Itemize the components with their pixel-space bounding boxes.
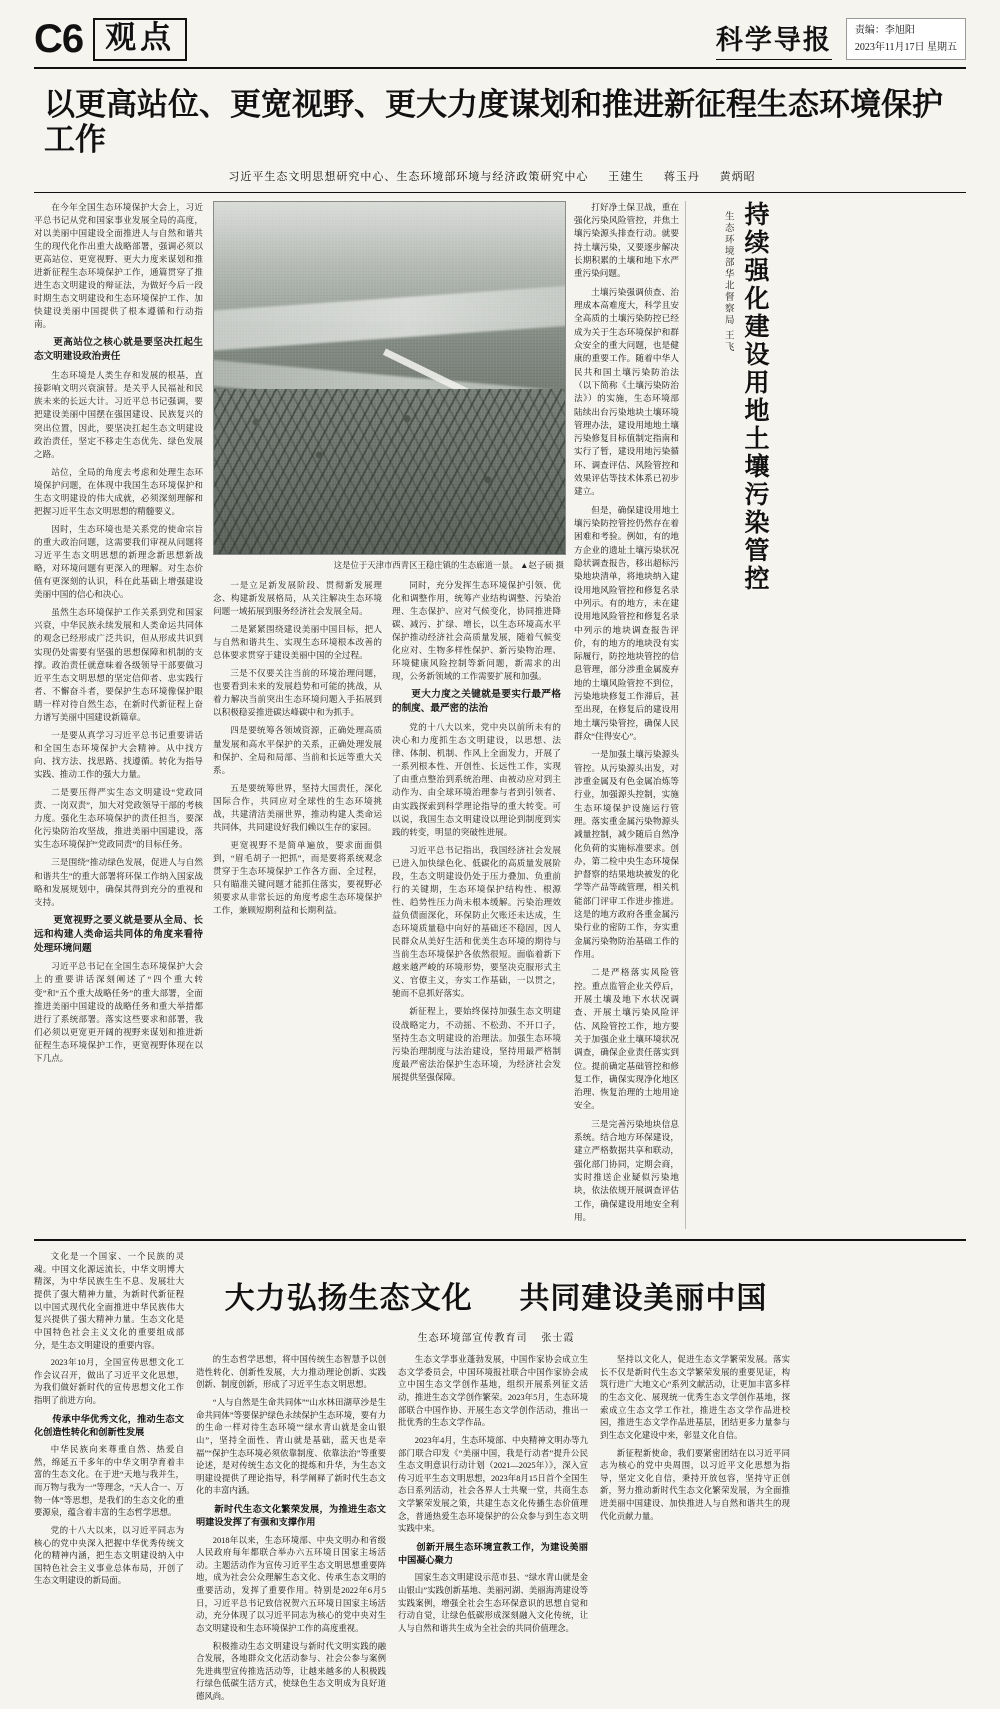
bottom-column-left bbox=[34, 1251, 184, 1708]
paragraph: 一是立足新发展阶段、贯彻新发展理念、构建新发展格局，从关注解决生态环境问题一域拓展到服务经济社会发展全局。 bbox=[213, 579, 382, 616]
page-folio: C6 bbox=[34, 17, 84, 62]
bottom-center bbox=[196, 1251, 796, 1708]
paragraph: 2023年4月，生态环境部、中央精神文明办等九部门联合印发《“美丽中国，我是行动者”提升公民生态文明意识行动计划（2021—2025年）》，深入宣传习近平生态文明思想，2023年8月15日首个全国生态日系列活动，社会各界人士共聚一堂，共商生态文学繁荣发展之策，共建生态文化传播生态价值理念，普通热爱生态环境保护的公众参与到生态文明实践中来。 bbox=[398, 1435, 588, 1534]
bottom-column-1 bbox=[196, 1354, 386, 1708]
paragraph: 四是要统筹各领域资源，正确处理高质量发展和高水平保护的关系，正确处理发展和保护、全局和局部、当前和长远等重大关系。 bbox=[213, 725, 382, 775]
photo-sub-columns bbox=[213, 579, 564, 1089]
paragraph: 二是紧紧围绕建设美丽中国目标，把人与自然和谐共生、实现生态环境根本改善的总体要求贯穿于建设美丽中国的全过程。 bbox=[213, 624, 382, 661]
paragraph: “人与自然是生命共同体”“山水林田湖草沙是生命共同体”等要保护绿色永续保护生态环境，要有力的生命一样对待生态环境”“绿水青山就是金山银山”，坚持全面性、青山就是基础，蓝天也是幸福”“保护生态环境必须依靠制度、依靠法治”等重要论述，是对传统生态文化的提炼和升华，为生态文明建设提供了理论指导，科学阐释了新时代生态文化的丰富内涵。 bbox=[196, 1398, 386, 1496]
paragraph: 更宽视野不是简单遍放，要求面面俱到，“眉毛胡子一把抓”，而是要将系统观念贯穿于生态环境保护工作各方面、全过程，只有瞄准关键问题才能抓住落实，要视野必须要求从非常长远的角度考虑生态环境保护工作，兼顾短期利益和长期利益。 bbox=[213, 839, 382, 916]
subheading: 更宽视野之要义就是要从全局、长远和构建人类命运共同体的角度来看待处理环境问题 bbox=[34, 914, 203, 954]
feature-byline-author: 王飞 bbox=[722, 330, 733, 354]
paragraph: 但是，确保建设用地土壤污染防控管控仍然存在着困难和考验。例如，有的地方企业的遗址土壤污染状况隐状调查报告，移出超标污染地块清单，将地块纳入建设用地风险管控和修复名录中列示。有的地方，未在建设用地风险管控和修复名录中列示的地块调查报告评价，有的地方的地块没有实际履行，防控地块管控的信息管理，部分涉重金属废弃地的土壤风险管控不到位，污染地块修复工作滞后，甚至出现，在修复后的建设用地土壤污染管控，确保人民群众“住得安心”。 bbox=[574, 504, 679, 742]
paragraph: 三是完善污染地块信息系统。结合地方环保建设，建立严格数据共享和联动，强化部门协同，定期会商，实时推送企业疑似污染地块，依法依规开展调查评估工作，确保建设用地安全利用。 bbox=[574, 1118, 679, 1222]
paragraph: 在今年全国生态环境保护大会上，习近平总书记从党和国家事业发展全局的高度，对以美丽中国建设全面推进人与自然和谐共生的现代化作出重大战略部署，强调必须以更高站位、更宽视野、更大力度来谋划和推进新征程生态环境保护工作，通篇贯穿了推进生态文明建设的辩证法，为做好今后一段时期生态文明建设和生态环境保护工作、加快建设美丽中国提供了根本遵循和行动指南。 bbox=[34, 201, 203, 330]
masthead-left bbox=[34, 18, 187, 61]
paragraph: 二是严格落实风险管控。重点监管企业关停后，开展土壤及地下水状况调查、开展土壤污染风险评估、风险管控工作，地方要关于加强企业土壤环境状况调查，确保企业责任落实到位。提前确定基础管控和修复工作，确保实现净化地区治理、恢复治理的土地用途安全。 bbox=[574, 967, 679, 1111]
paragraph: 2023年10月，全国宣传思想文化工作会议召开，做出了习近平文化思想，为我们做好新时代的宣传思想文化工作指明了前进方向。 bbox=[34, 1358, 184, 1405]
paragraph: 因时，生态环境也是关系党的使命宗旨的重大政治问题，这需要我们审视从问题将习近平生态文明思想的新理念新思想新战略，对环境问题有更深入的理解。对生态价值有更深刻的认识，科在此基础上增强建设美丽中国的信心和决心。 bbox=[34, 523, 203, 600]
bottom-column-2 bbox=[398, 1354, 588, 1708]
aerial-photo bbox=[213, 201, 566, 555]
paragraph: 新征程上，要始终保持加强生态文明建设战略定力，不动摇、不松劲、不开口子，坚持生态文明建设的治理法。加强生态环境污染治理制度与法治建设，坚持用最严格制度最严密法治保护生态环境，为经济社会发展提供坚强保障。 bbox=[392, 1006, 561, 1082]
paper-title: 科学导报 bbox=[716, 18, 832, 60]
paragraph: 打好净土保卫战，重在强化污染风险管控，并焦土壤污染源头排查行动。就要持土壤污染，又要逐步解决长期积累的土壤和地下水严重污染问题。 bbox=[574, 201, 679, 279]
byline-author-1: 王建生 bbox=[608, 170, 645, 183]
paragraph: 积极推动生态文明建设与新时代文明实践的融合发展，各地群众文化活动参与、社会公参与案例先进典型宣传推选活动等，让越来越多的人积极践行绿色低碳生活方式，使绿色生态文明成为良好道德风尚。 bbox=[196, 1641, 386, 1701]
subheading: 新时代生态文化繁荣发展，为推进生态文明建设发挥了有强和支撑作用 bbox=[196, 1503, 386, 1528]
bottom-title bbox=[196, 1273, 796, 1317]
paragraph: 党的十八大以来，以习近平同志为核心的党中央深入把握中华优秀传统文化的精神内涵，把生态文明建设纳入中国特色社会主义事业总体布局，开创了生态文明建设的新局面。 bbox=[34, 1525, 184, 1586]
paragraph: 生态环境是人类生存和发展的根基，直接影响文明兴衰演替。是关乎人民福祉和民族未来的长远大计。习近平总书记强调，要把建设美丽中国摆在强国建设、民族复兴的突出位置，因此，要坚决扛起生态文明建设政治责任，坚定不移走生态优先、绿色发展之路。 bbox=[34, 370, 203, 459]
paragraph: 一是要从真学习习近平总书记重要讲话和全国生态环境保护大会精神。从中找方向、找方法、找思路、找遵循。转化为指导实践、推动工作的强大力量。 bbox=[34, 729, 203, 780]
photo-grain bbox=[214, 202, 565, 554]
subheading: 更高站位之核心就是要坚决扛起生态文明建设政治责任 bbox=[34, 337, 203, 363]
byline-org: 习近平生态文明思想研究中心、生态环境部环境与经济政策研究中心 bbox=[228, 170, 589, 183]
masthead bbox=[34, 18, 966, 69]
lead-byline bbox=[34, 168, 966, 184]
byline-author-3: 黄炳昭 bbox=[719, 170, 756, 183]
masthead-right bbox=[716, 18, 966, 60]
lead-column-1 bbox=[34, 201, 203, 1229]
lead-column-2 bbox=[213, 579, 382, 1089]
headline-divider bbox=[34, 192, 966, 193]
bottom-title-right: 共同建设美丽中国 bbox=[519, 1282, 768, 1316]
feature-byline bbox=[717, 211, 737, 353]
bottom-column-3 bbox=[600, 1354, 790, 1708]
paragraph: 国家生态文明建设示范市县、“绿水青山就是金山银山”实践创新基地、美丽河湖、美丽海湾建设等实践案例，增强全社会生态环保意识的思想自觉和行动自觉，让绿色低碳形成深刻融入文化传统，让人与自然和谐共生成为全社会的共同价值理念。 bbox=[398, 1573, 588, 1633]
bottom-byline bbox=[196, 1329, 796, 1344]
paragraph: 二是要压得严实生态文明建设“党政同责、一岗双责”，加大对党政领导干部的考核力度。强化生态环境保护的责任担当，要深化污染防治攻坚战，推进美丽中国建设，落实生态环境保护“党政同责”的目标任务。 bbox=[34, 787, 203, 850]
feature-text bbox=[574, 201, 679, 1229]
subheading: 传承中华优秀文化，推动生态文化创造性转化和创新性发展 bbox=[34, 1413, 184, 1437]
paragraph: 虽然生态环境保护工作关系到党和国家兴衰，中华民族永续发展和人类命运共同体的观念已经形成广泛共识，但从形成共识到实现仍处需要有坚强的思想保障和机制的支撑。政治责任就意味着各级领导干部要做习近平生态文明思想的坚定信仰者、忠实践行者、不懈奋斗者，要保护生态环境像保护眼睛一样对待自然生态，在新时代新征程上奋力谱写美丽中国建设新篇章。 bbox=[34, 607, 203, 722]
section-divider bbox=[34, 1239, 966, 1241]
paragraph: 五是要统筹世界，坚持大国责任，深化国际合作，共同应对全球性的生态环境挑战，共建清洁美丽世界，推动构建人类命运共同体，共同建设好我们赖以生存的家园。 bbox=[213, 782, 382, 832]
feature-title: 持续强化建设用地土壤污染管控 bbox=[741, 200, 769, 593]
feature-byline-org: 生态环境部华北督察局 bbox=[722, 210, 733, 326]
vertical-feature bbox=[574, 201, 770, 1229]
paragraph: 习近平总书记指出，我国经济社会发展已进入加快绿色化、低碳化的高质量发展阶段，生态文明建设仍处于压力叠加、负重前行的关键期，生态环境保护结构性、根源性、趋势性压力尚未根本缓解。污染治理效益负债面深化，环保防止欠账还未达成，生态环境质量稳中向好的基础还不稳固，因人民群众从美好生活和优美生态环境的期待与当前生态环境保护各依然很短。面临着新下越来越严峻的环境形势，要坚决克服形式主义、官僚主义，夯实工作基础，一以贯之，驰而不息抓好落实。 bbox=[392, 844, 561, 999]
feature-title-box bbox=[685, 201, 770, 1229]
paragraph: 三是不仅要关注当前的环境治理问题，也要看到未来的发展趋势和可能的挑战，从着力解决当前突出生态环境问题入手拓展到以积极稳妥推进碳达峰碳中和为抓手。 bbox=[213, 668, 382, 718]
paragraph: 三是围绕“推动绿色发展，促进人与自然和谐共生”的重大部署将环保工作纳入国家战略和发展规划中，确保其得到充分的重视和支持。 bbox=[34, 857, 203, 907]
paragraph: 文化是一个国家、一个民族的灵魂。中国文化源远流长，中华文明博大精深，为中华民族生生不息、发展壮大提供了强大精神力量，为新时代新征程以中国式现代化全面推进中华民族伟大复兴提供了强大精神力量。生态文化是中国特色社会主义文化的重要组成部分，是生态文明建设的重要内容。 bbox=[34, 1252, 184, 1350]
paragraph: 坚持以文化人，促进生态文学繁荣发展。落实长不仅是新时代生态文学繁荣发展的重要见证，构筑行进广大地文心“系列文献活动，让更加丰富多样的生态文化、展现统一优秀生态文学创作基地，探索成立生态文学工作社，推进生态文学作品进校园，推进生态文学作品进基层，团结更多力量参与到生态文化建设中来，彰显文化自信。 bbox=[600, 1355, 790, 1440]
byline-author-2: 蒋玉丹 bbox=[663, 170, 700, 183]
paragraph: 党的十八大以来，党中央以前所未有的决心和力度抓生态文明建设，以思想、法律、体制、机制、作风上全面发力，开展了一系列根本性、开创性、长远性工作，实现了由重点整治到系统治理、由被动应对到主动作为、由全球环境治理参与者到引领者、由实践探索到科学理论指导的重大转变。可以说，我国生态文明建设以理论到制度到实践的转变，明显的突破性进展。 bbox=[392, 722, 561, 837]
bottom-byline-author: 张士霞 bbox=[541, 1333, 575, 1345]
paragraph: 中华民族向来尊重自然、热爱自然，绵延五千多年的中华文明孕育着丰富的生态文化。在于进“天地与我并生，而万物与我为一”等理念，“天人合一、万物一体”等思想，是我们的生态文化的重要源泉，蕴含着丰富的生态哲学思想。 bbox=[34, 1445, 184, 1518]
paragraph: 土壤污染强调侦查、治理成本高难度大，科学且安全高质的土壤污染防控已经成为关于生态环境保护和群众安全的重大问题，也是健康的重要工作。随着中华人民共和国土壤污染防治法（以下简称《土壤污染防治法》）的实施，生态环境部陆续出台污染地块土壤环境管理办法，建设用地地土壤污染修复目标值制定指南和实行了暂，建设用地污染循环、调查评估、风险管控和效果评估等技术体系已初步建立。 bbox=[574, 286, 679, 497]
bottom-article bbox=[34, 1251, 966, 1708]
paragraph: 站位，全局的角度去考虑和处理生态环境保护问题，在体现中我国生态环境保护和生态文明建设的伟大成就，必须深刻理解和把握习近平生态文明思想的精髓要义。 bbox=[34, 466, 203, 516]
paragraph: 新征程新使命，我们要紧密团结在以习近平同志为核心的党中央周围，以习近平文化思想为指导，坚定文化自信，秉持开放包容，坚持守正创新，努力推动新时代生态文化繁荣发展，为全面推进美丽中国建设、加快推进人与自然和谐共生的现代化贡献力量。 bbox=[600, 1448, 790, 1521]
bottom-title-left: 大力弘扬生态文化 bbox=[224, 1282, 473, 1316]
photo-block bbox=[213, 201, 564, 1229]
paragraph: 习近平总书记在全国生态环境保护大会上的重要讲话深刻阐述了“四个重大转变”和“五个重大战略任务”的重大部署，全面推进美丽中国建设的战略任务和重大举措都进行了系统部署。落实这些要求和部署，我们必须以更宽更开阔的视野来谋划和推进新征程生态环境保护工作，更宽视野体现在以下几点。 bbox=[34, 961, 203, 1063]
bottom-byline-org: 生态环境部宣传教育司 bbox=[417, 1333, 528, 1345]
photo-caption: 这是位于天津市西青区王稳庄镇的生态廊道一景。 ▲赵子硕 摄 bbox=[333, 560, 564, 570]
lead-column-3 bbox=[392, 579, 561, 1089]
paragraph: 生态文学事业蓬勃发展，中国作家协会成立生态文学委员会，中国环境报社联合中国作家协会成立中国生态文学创作基地，组织开展系列征文活动，推进生态文学创作繁荣。2023年5月，生态环境部联合中国作协、开展生态文学创作活动，推出一批优秀的生态文学作品。 bbox=[398, 1355, 588, 1428]
paragraph: 同时，充分发挥生态环境保护引领、优化和调整作用，统筹产业结构调整、污染治理、生态保护、应对气候变化，协同推进降碳、减污、扩绿、增长，以生态环境高水平保护推动经济社会高质量发展，随着气候变化应对、生物多样性保护、新污染物治理、环境健康风险控制等新问题，新需求的出现，公务新领域的工作需要扩展和加强。 bbox=[392, 579, 561, 682]
editor-line: 责编：李旭阳 bbox=[854, 25, 915, 36]
bottom-columns bbox=[196, 1354, 796, 1708]
lead-article-body bbox=[34, 201, 966, 1229]
subheading: 更大力度之关键就是要实行最严格的制度、最严密的法治 bbox=[392, 689, 561, 715]
paragraph: 一是加强土壤污染源头管控。从污染源头出发，对涉重金属及有色金属冶炼等行业，加强源头控制，实施生态环境保护设施运行管理。落实重金属污染物源头减量控制，减少随后自然净化负荷的实施标准要求。创办，第二检中央生态环境保护督察的结果地块被发的化学等产品等疏管理，相关机能部门评审工作进步推进。这是的地方政府各重金属污染行业的密防工作，夯实重金属污染物防治基础工作的作用。 bbox=[574, 749, 679, 960]
section-label: 观点 bbox=[93, 18, 187, 61]
subheading: 创新开展生态环境宣教工作，为建设美丽中国凝心聚力 bbox=[398, 1541, 588, 1566]
lead-headline: 以更高站位、更宽视野、更大力度谋划和推进新征程生态环境保护工作 bbox=[44, 86, 943, 158]
date-line: 2023年11月17日 星期五 bbox=[854, 42, 957, 53]
paragraph: 2018年以来，生态环境部、中央文明办和省级人民政府每年都联合举办六五环境日国家主场活动。主题活动作为宣传习近平生态文明思想重要阵地，成为社会公众理解生态文化、传承生态文明的重要活动，发挥了重要作用。特别是2022年6月5日，习近平总书记致信祝贺六五环境日国家主场活动，充分体现了以习近平同志为核心的党中央对生态文明建设和生态环境保护工作的高度重视。 bbox=[196, 1535, 386, 1633]
paragraph: 的生态哲学思想，将中国传统生态智慧予以创造性转化、创新性发展，大力推动理论创新、实践创新、制度创新，形成了习近平生态文明思想。 bbox=[196, 1355, 386, 1390]
masthead-meta bbox=[846, 18, 966, 60]
